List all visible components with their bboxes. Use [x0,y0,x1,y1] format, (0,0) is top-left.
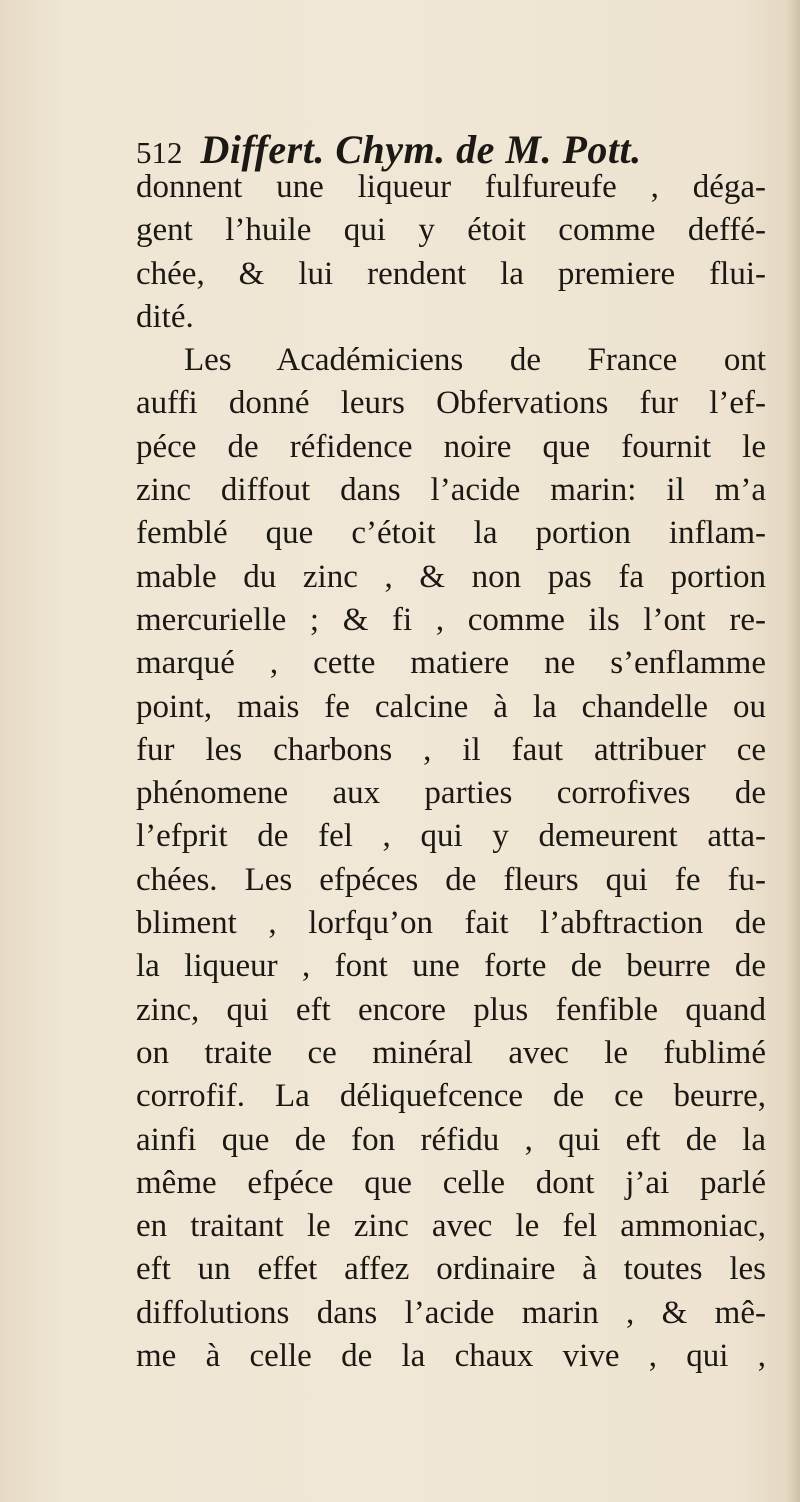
text-line: fur les charbons , il faut attribuer ce [136,731,766,768]
text-line: en traitant le zinc avec le fel ammoniac, [136,1208,766,1245]
text-line: chée, & lui rendent la premiere flui- [136,255,766,292]
text-line: diffolutions dans l’acide marin , & mê- [136,1294,766,1331]
text-line: donnent une liqueur fulfureufe , déga- [136,169,766,205]
text-line: mercurielle ; & fi , comme ils l’ont re- [136,601,766,638]
text-line: dité. [136,298,194,335]
text-line: zinc diffout dans l’acide marin: il m’a [136,472,766,509]
text-line: Les Académiciens de France ont [184,342,766,379]
text-line: eft un effet affez ordinaire à toutes les [136,1251,766,1288]
page-number: 512 [136,135,183,170]
body-text [136,166,766,1378]
text-line: même efpéce que celle dont j’ai parlé [136,1164,766,1201]
text-line: on traite ce minéral avec le fublimé [136,1034,766,1071]
running-title: Differt. Chym. de M. Pott. [200,127,642,172]
text-line: me à celle de la chaux vive , qui , [136,1338,766,1375]
text-line: l’efprit de fel , qui y demeurent atta- [136,818,766,855]
text-line: phénomene aux parties corrofives de [136,775,766,812]
text-line: mable du zinc , & non pas fa portion [136,558,766,595]
text-line: bliment , lorfqu’on fait l’abftraction de [136,905,766,942]
text-line: gent l’huile qui y étoit comme deffé- [136,212,766,249]
text-line: point, mais fe calcine à la chandelle ou [136,688,766,725]
text-line: marqué , cette matiere ne s’enflamme [136,645,766,682]
text-line: zinc, qui eft encore plus fenfible quand [136,991,766,1028]
text-line: péce de réfidence noire que fournit le [136,428,766,465]
text-line: ainfi que de fon réfidu , qui eft de la [136,1121,766,1158]
text-line: corrofif. La déliquefcence de ce beurre, [136,1078,766,1115]
text-line: auffi donné leurs Obfervations fur l’ef- [136,385,766,422]
text-line: femblé que c’étoit la portion inflam- [136,515,766,552]
text-line: chées. Les efpéces de fleurs qui fe fu- [136,861,766,898]
text-line: la liqueur , font une forte de beurre de [136,948,766,985]
page-edge-shadow [786,0,800,1502]
